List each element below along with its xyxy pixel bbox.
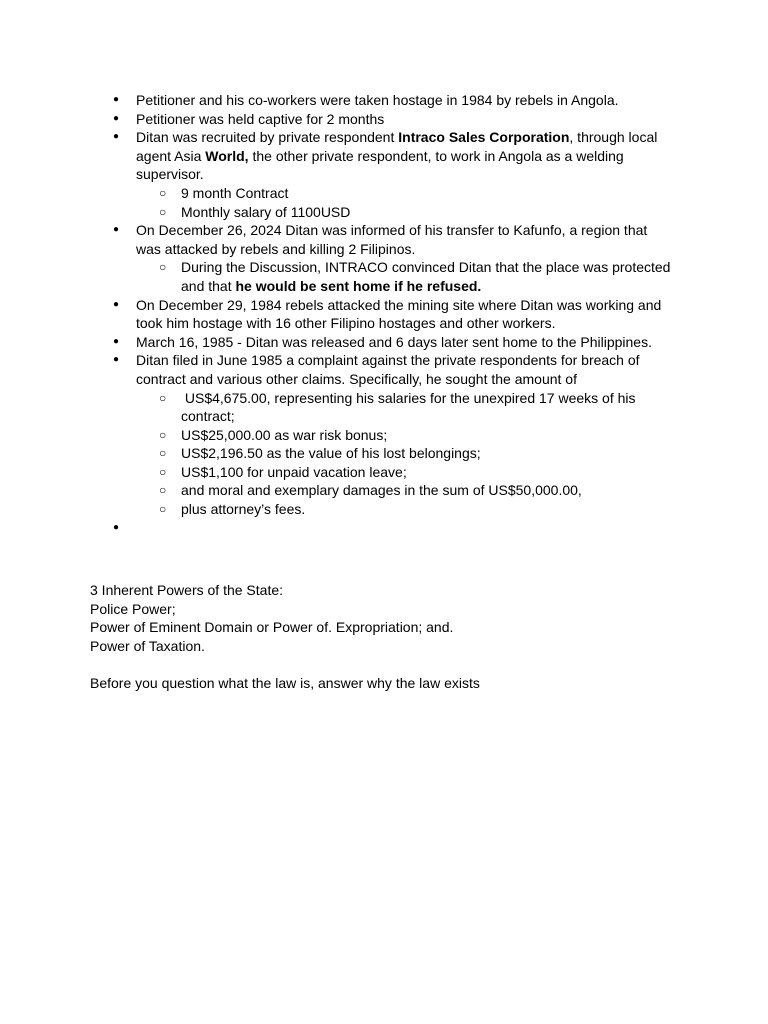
fact-text: On December 29, 1984 rebels attacked the mining site where Ditan was working and took him hostage with 16 other Filipino hostages and other workers. — [136, 296, 662, 332]
sub-text: During the Discussion, INTRACO convinced Ditan that the place was protected and that — [181, 259, 671, 294]
power-line: Power of Eminent Domain or Power of. Expropriation; and. — [90, 619, 454, 636]
list-item — [181, 500, 676, 519]
claim-text: US$1,100 for unpaid vacation leave; — [181, 463, 407, 480]
contract-sublist — [136, 184, 676, 221]
respondent-name-bold: Intraco Sales Corporation — [398, 129, 570, 146]
fact-text: Petitioner and his co-workers were taken hostage in 1984 by rebels in Angola. — [136, 92, 619, 108]
list-item — [181, 426, 676, 445]
list-item — [181, 184, 676, 203]
power-line: Power of Taxation. — [90, 637, 205, 654]
discussion-sublist — [136, 258, 676, 295]
claims-sublist — [136, 389, 676, 519]
list-item — [136, 333, 676, 352]
fact-text: Petitioner was held captive for 2 months — [136, 110, 385, 127]
list-item — [181, 444, 676, 463]
inherent-powers-section — [90, 581, 690, 693]
power-line: Police Power; — [90, 600, 176, 617]
list-item — [136, 296, 676, 333]
list-item — [181, 389, 676, 426]
claim-text: US$2,196.50 as the value of his lost belongings; — [181, 445, 481, 462]
sub-text: 9 month Contract — [181, 184, 289, 201]
list-item — [181, 203, 676, 222]
claim-text: and moral and exemplary damages in the sum of US$50,000.00, — [181, 482, 582, 499]
list-item — [181, 463, 676, 482]
list-item — [136, 110, 676, 129]
fact-text: Ditan filed in June 1985 a complaint against the private respondents for breach of contract and various other claims. Specifically, he sought the amount of — [136, 352, 640, 387]
promise-bold: he would be sent home if he refused. — [235, 277, 482, 294]
list-item — [136, 91, 676, 110]
powers-heading: 3 Inherent Powers of the State: — [90, 582, 284, 598]
list-item — [136, 128, 676, 221]
fact-text: On December 26, 2024 Ditan was informed of his transfer to Kafunfo, a region that was attacked by rebels and killing 2 Filipinos. — [136, 222, 648, 257]
closing-line: Before you question what the law is, answer why the law exists — [90, 674, 480, 691]
claim-text: US$25,000.00 as war risk bonus; — [181, 426, 388, 443]
fact-text: , through local agent Asia — [136, 129, 658, 164]
claim-text: plus attorney’s fees. — [181, 501, 306, 518]
facts-list — [136, 91, 676, 537]
fact-text: Ditan was recruited by private respondent — [136, 129, 399, 146]
claim-text: US$4,675.00, representing his salaries for the unexpired 17 weeks of his contract; — [181, 389, 640, 425]
list-item — [136, 221, 676, 295]
agent-name-bold: World, — [205, 147, 249, 164]
sub-text: Monthly salary of 1100USD — [181, 203, 351, 220]
list-item — [181, 258, 676, 295]
fact-text: the other private respondent, to work in Angola as a welding supervisor. — [136, 147, 624, 183]
blank-line — [90, 655, 690, 674]
list-item — [136, 351, 676, 518]
fact-text: March 16, 1985 - Ditan was released and 6 days later sent home to the Philippines. — [136, 333, 652, 350]
list-item — [181, 481, 676, 500]
empty-list-item — [136, 519, 676, 538]
